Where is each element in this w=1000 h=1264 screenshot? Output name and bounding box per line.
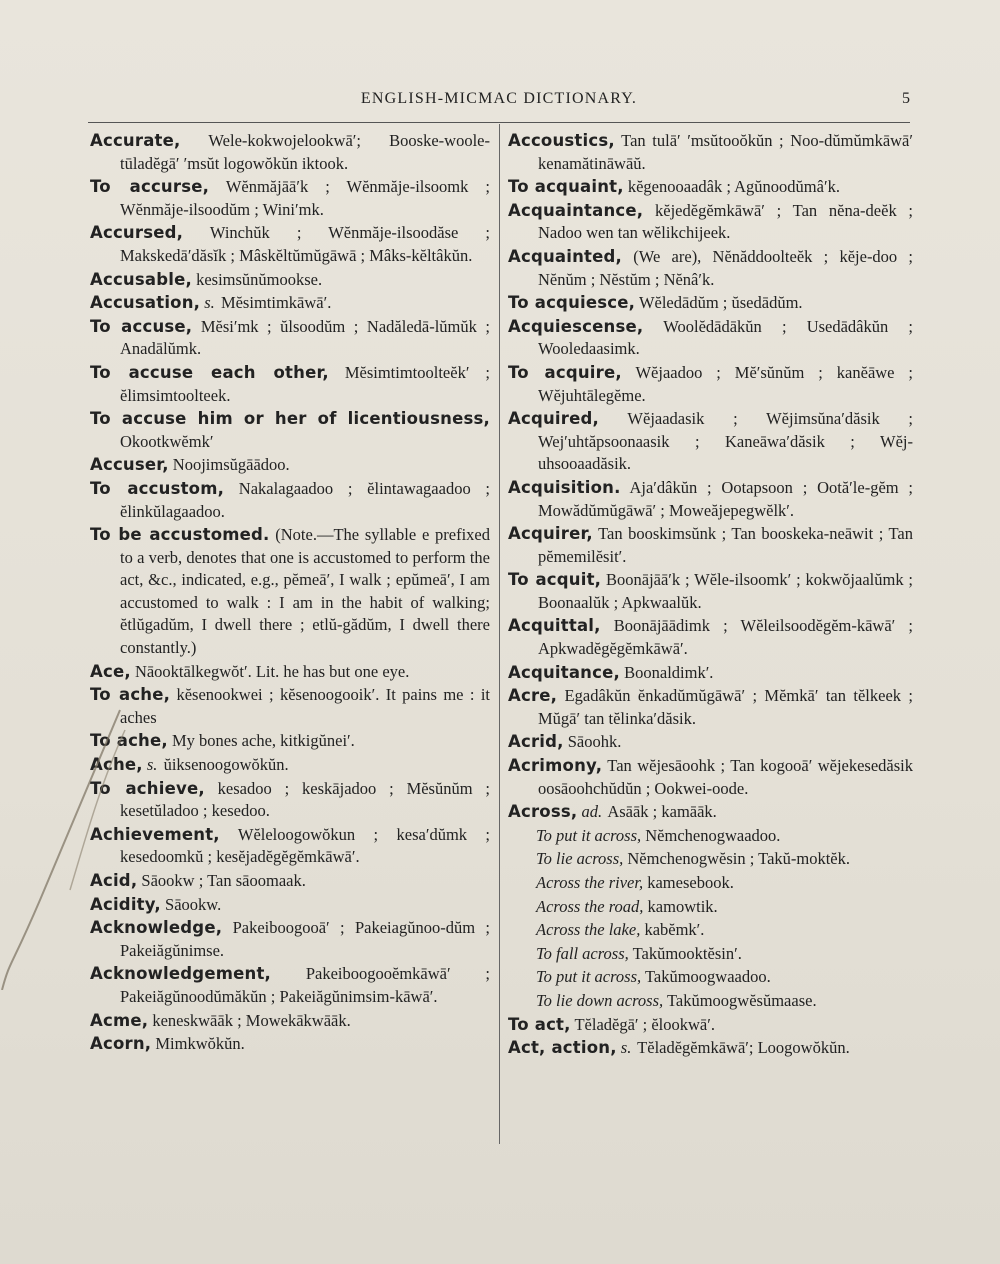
- page-number: 5: [902, 90, 910, 107]
- dictionary-entry: [90, 894, 490, 917]
- micmac-gloss: Wĕjaadoo ; Mĕ′sŭnŭm ; kanĕāwe ; Wĕjuhtālegĕme.: [538, 362, 913, 405]
- dictionary-entry: [90, 1033, 490, 1056]
- headword: Acquired,: [508, 409, 599, 429]
- dictionary-entry: [508, 523, 913, 568]
- micmac-gloss: Wĕjaadasik ; Wĕjimsŭna′dăsik ; Wej′uhtăpsoonaasik ; Kaneāwa′dăsik ; Wĕj-uhsooaadăsik.: [538, 409, 913, 474]
- micmac-gloss: Boonaldimk′.: [624, 662, 714, 682]
- dictionary-entry: [508, 292, 913, 315]
- dictionary-entry: [90, 478, 490, 523]
- headword: Accursed,: [90, 223, 184, 243]
- dictionary-entry: [90, 754, 490, 777]
- micmac-gloss: Okootkwĕmk′: [120, 431, 214, 451]
- headword: Acquiescense,: [508, 316, 644, 336]
- headword: Accusable,: [90, 269, 192, 289]
- headword: Acquirer,: [508, 524, 593, 544]
- subentry: [508, 966, 913, 989]
- micmac-gloss: Mĕsimtimtoolteĕk′ ; ĕlimsimtoolteek.: [120, 362, 491, 405]
- dictionary-entry: [508, 316, 913, 361]
- micmac-gloss: Nĕmchenogwĕsin ; Takŭ-moktĕk.: [627, 849, 851, 869]
- subentry: [508, 919, 913, 942]
- micmac-gloss: Pakeiboogooā′ ; Pakeiagŭnoo-dŭm ; Pakeiăgŭnimse.: [120, 918, 490, 960]
- part-of-speech: s.: [620, 1038, 632, 1058]
- micmac-gloss: Mimkwŏkŭn.: [155, 1034, 245, 1054]
- dictionary-entry: [508, 246, 913, 291]
- dictionary-entry: [508, 801, 913, 824]
- dictionary-entry: [90, 730, 490, 753]
- micmac-gloss: Egadâkŭn ĕnkadŭmŭgāwā′ ; Mĕmkā′ tan tĕlkeek ; Mŭgā′ tan tĕlinka′dăsik.: [538, 686, 913, 728]
- dictionary-entry: [508, 408, 913, 476]
- part-of-speech: ad.: [581, 802, 603, 822]
- dictionary-entry: [508, 755, 913, 800]
- dictionary-entry: [508, 477, 913, 522]
- headword: To accuse him or her of licentiousness,: [90, 409, 490, 429]
- subentry: [508, 896, 913, 919]
- micmac-gloss: Pakeiboogooĕmkāwā′ ; Pakeiăgŭnoodŭmăkŭn ; Pakeiăgŭnimsim-kāwā′.: [120, 964, 491, 1006]
- micmac-gloss: kabĕmk′.: [644, 920, 705, 940]
- micmac-gloss: Tan tulā′ ′msŭtooŏkŭn ; Noo-dŭmŭmkāwā′ kenamătināwāŭ.: [538, 131, 913, 173]
- micmac-gloss: Wĕleloogowŏkun ; kesa′dŭmk ; kesedoomkŭ ; kesĕjadĕgĕgĕmkāwā′.: [120, 824, 490, 867]
- headword: Acme,: [90, 1010, 149, 1030]
- dictionary-entry: [90, 661, 490, 684]
- dictionary-entry: [508, 662, 913, 685]
- micmac-gloss: kamowtik.: [647, 896, 718, 916]
- micmac-gloss: Nĕmchenogwaadoo.: [645, 825, 781, 845]
- english-phrase: To fall across,: [536, 943, 629, 963]
- micmac-gloss: Tan booskimsŭnk ; Tan booskeka-neāwit ; Tan pĕmemilĕsit′.: [538, 524, 913, 566]
- dictionary-entry: [90, 917, 490, 962]
- headword: Accusation,: [90, 293, 201, 313]
- dictionary-entry: [90, 362, 490, 407]
- micmac-gloss: Boonājāādimk ; Wĕleilsoodĕgĕm-kāwā′ ; Apkwadĕgĕgĕmkāwā′.: [538, 616, 913, 659]
- dictionary-entry: [508, 1037, 913, 1060]
- dictionary-entry: [90, 292, 490, 315]
- micmac-gloss: Takŭmooktĕsin′.: [632, 943, 742, 963]
- headword: To accurse,: [90, 177, 210, 197]
- dictionary-entry: [508, 615, 913, 660]
- micmac-gloss: Sāookw ; Tan sāoomaak.: [141, 871, 306, 890]
- dictionary-entry: [90, 269, 490, 292]
- micmac-gloss: (We are), Nĕnăddoolteĕk ; kĕje-doo ; Nĕnŭm ; Nĕstŭm ; Nĕnâ′k.: [538, 246, 913, 289]
- micmac-gloss: (Note.—The syllable e prefixed to a verb, denotes that one is accustomed to perform the act, &c., indicated, e.g., pĕmeā′, I walk ; epŭmeā′, I am accustomed to walk : I am in the habit of walking; ĕtlŭgadŭm, I dwell there ; etlŭ-gădŭm, I dwell there constantly.): [120, 525, 490, 658]
- subentry: [508, 990, 913, 1013]
- headword: Accurate,: [90, 131, 181, 150]
- dictionary-entry: [508, 731, 913, 754]
- headword: Acknowledgement,: [90, 964, 271, 984]
- dictionary-entry: [90, 454, 490, 477]
- english-phrase: To lie across,: [536, 849, 624, 869]
- headword: Acrimony,: [508, 756, 603, 776]
- headword: To accuse each other,: [90, 362, 329, 382]
- dictionary-entry: [90, 870, 490, 893]
- micmac-gloss: Boonājāā′k ; Wĕle-ilsoomk′ ; kokwŏjaalŭmk ; Boonaalŭk ; Apkwaalŭk.: [538, 570, 913, 612]
- dictionary-entry: [90, 408, 490, 453]
- headword: To accuse,: [90, 316, 193, 336]
- english-phrase: Across the river,: [536, 873, 644, 892]
- headword: Acquainted,: [508, 246, 623, 266]
- headword: Acrid,: [508, 732, 564, 752]
- micmac-gloss: Mĕsi′mk ; ŭlsoodŭm ; Nadăledā-lŭmŭk ; Anadālŭmk.: [120, 316, 490, 359]
- headword: Acquittal,: [508, 616, 601, 636]
- dictionary-entry: [508, 200, 913, 245]
- micmac-gloss: Wĕnmăjāā′k ; Wĕnmăje-ilsoomk ; Wĕnmăje-ilsoodŭm ; Wini′mk.: [120, 177, 490, 219]
- headword: Acquitance,: [508, 662, 620, 682]
- dictionary-entry: [90, 824, 490, 869]
- right-column: [508, 130, 913, 1061]
- english-phrase: Across the lake,: [536, 920, 641, 940]
- micmac-gloss: Sāoohk.: [567, 732, 622, 752]
- dictionary-entry: [508, 362, 913, 407]
- micmac-gloss: Mĕsimtimkāwā′.: [220, 293, 332, 313]
- micmac-gloss: kesimsŭnŭmookse.: [196, 269, 323, 289]
- micmac-gloss: My bones ache, kitkigŭnei′.: [172, 731, 355, 751]
- dictionary-entry: [90, 684, 490, 729]
- headword: To acquire,: [508, 362, 622, 382]
- micmac-gloss: Tan wĕjesāoohk ; Tan kogooā′ wĕjekesedăsik oosāoohchŭdŭn ; Ookwei-oode.: [538, 756, 914, 798]
- dictionary-entry: [90, 130, 490, 175]
- dictionary-entry: [508, 1014, 913, 1037]
- micmac-gloss: ŭiksenoogowŏkŭn.: [163, 755, 289, 775]
- headword: To achieve,: [90, 778, 205, 798]
- micmac-gloss: Asāāk ; kamāāk.: [607, 802, 717, 822]
- subentry: [508, 943, 913, 966]
- micmac-gloss: Sāookw.: [165, 894, 222, 914]
- micmac-gloss: kĕgenooaadâk ; Agŭnoodŭmâ′k.: [627, 177, 840, 197]
- micmac-gloss: Winchŭk ; Wĕnmăje-ilsoodăse ; Makskedā′dăsĭk ; Mâskĕltŭmŭgāwā ; Mâks-kĕltâkŭn.: [120, 223, 490, 265]
- micmac-gloss: Takŭmoogwĕsŭmaase.: [666, 990, 817, 1010]
- dictionary-entry: [90, 316, 490, 361]
- micmac-gloss: Nāooktālkegwŏt′. Lit. he has but one eye.: [134, 661, 410, 681]
- dictionary-entry: [508, 176, 913, 199]
- headword: To acquaint,: [508, 177, 624, 197]
- headword: Acidity,: [90, 894, 161, 914]
- column-divider: [499, 124, 500, 1144]
- dictionary-entry: [90, 778, 490, 823]
- micmac-gloss: Tĕladĕgĕmkāwā′; Loogowŏkŭn.: [637, 1038, 850, 1058]
- english-phrase: To lie down across,: [536, 990, 664, 1010]
- part-of-speech: s.: [146, 755, 158, 775]
- left-column: [90, 130, 490, 1057]
- dictionary-entry: [90, 963, 490, 1008]
- headword: To ache,: [90, 685, 171, 705]
- headword: Act, action,: [508, 1038, 617, 1058]
- micmac-gloss: kesadoo ; keskājadoo ; Mĕsŭnŭm ; kesetŭladoo ; kesedoo.: [120, 778, 491, 821]
- english-phrase: Across the road,: [536, 896, 644, 916]
- headword: Acquaintance,: [508, 200, 644, 220]
- dictionary-entry: [508, 569, 913, 614]
- running-title: ENGLISH-MICMAC DICTIONARY.: [360, 90, 638, 107]
- micmac-gloss: Nakalagaadoo ; ĕlintawagaadoo ; ĕlinkŭlagaadoo.: [120, 478, 490, 521]
- subentry: [508, 872, 913, 895]
- headword: Acid,: [90, 871, 138, 890]
- headword: To be accustomed.: [90, 525, 270, 545]
- headword: Accuser,: [90, 455, 169, 475]
- headword: Acknowledge,: [90, 918, 223, 938]
- micmac-gloss: Aja′dâkŭn ; Ootapsoon ; Ootă′le-gĕm ; Mowădŭmŭgāwā′ ; Moweăjepegwĕlk′.: [538, 477, 913, 520]
- dictionary-entry: [508, 685, 913, 730]
- headword: To acquit,: [508, 570, 602, 590]
- part-of-speech: s.: [204, 293, 215, 313]
- headword: To accustom,: [90, 478, 225, 498]
- headword: Achievement,: [90, 824, 220, 844]
- headword: Ace,: [90, 661, 131, 681]
- micmac-gloss: kamesebook.: [647, 873, 734, 892]
- subentry: [508, 825, 913, 848]
- header-rule: [88, 122, 910, 123]
- dictionary-entry: [90, 524, 490, 660]
- page-header: [88, 88, 910, 112]
- headword: Ache,: [90, 755, 143, 775]
- headword: Accoustics,: [508, 131, 615, 150]
- micmac-gloss: kĕjedĕgĕmkāwā′ ; Tan nĕna-deĕk ; Nadoo wen tan wĕlikchijeek.: [538, 200, 914, 243]
- dictionary-entry: [508, 130, 913, 175]
- micmac-gloss: kĕsenookwei ; kĕsenoogooik′. It pains me : it aches: [120, 685, 490, 727]
- headword: To acquiesce,: [508, 293, 636, 313]
- micmac-gloss: Tĕladĕgā′ ; ĕlookwā′.: [574, 1014, 715, 1034]
- micmac-gloss: Wele-kokwojelookwā′; Booske-woole-tūladĕgā′ ′msŭt logowŏkŭn iktook.: [120, 131, 490, 173]
- micmac-gloss: Wĕledādŭm ; ŭsedādŭm.: [638, 293, 803, 313]
- headword: Acquisition.: [508, 477, 621, 497]
- dictionary-entry: [90, 222, 490, 267]
- english-phrase: To put it across,: [536, 825, 642, 845]
- micmac-gloss: Noojimsŭgāādoo.: [172, 455, 290, 475]
- headword: Across,: [508, 802, 578, 822]
- dictionary-entry: [90, 1010, 490, 1033]
- micmac-gloss: Woolĕdādākŭn ; Usedādâkŭn ; Wooledaasimk.: [538, 316, 913, 359]
- headword: To act,: [508, 1014, 571, 1034]
- micmac-gloss: keneskwāāk ; Mowekākwāāk.: [152, 1010, 351, 1030]
- headword: To ache,: [90, 731, 168, 751]
- headword: Acre,: [508, 686, 558, 706]
- english-phrase: To put it across,: [536, 967, 642, 987]
- headword: Acorn,: [90, 1034, 152, 1054]
- subentry: [508, 848, 913, 871]
- dictionary-entry: [90, 176, 490, 221]
- micmac-gloss: Takŭmoogwaadoo.: [644, 967, 771, 987]
